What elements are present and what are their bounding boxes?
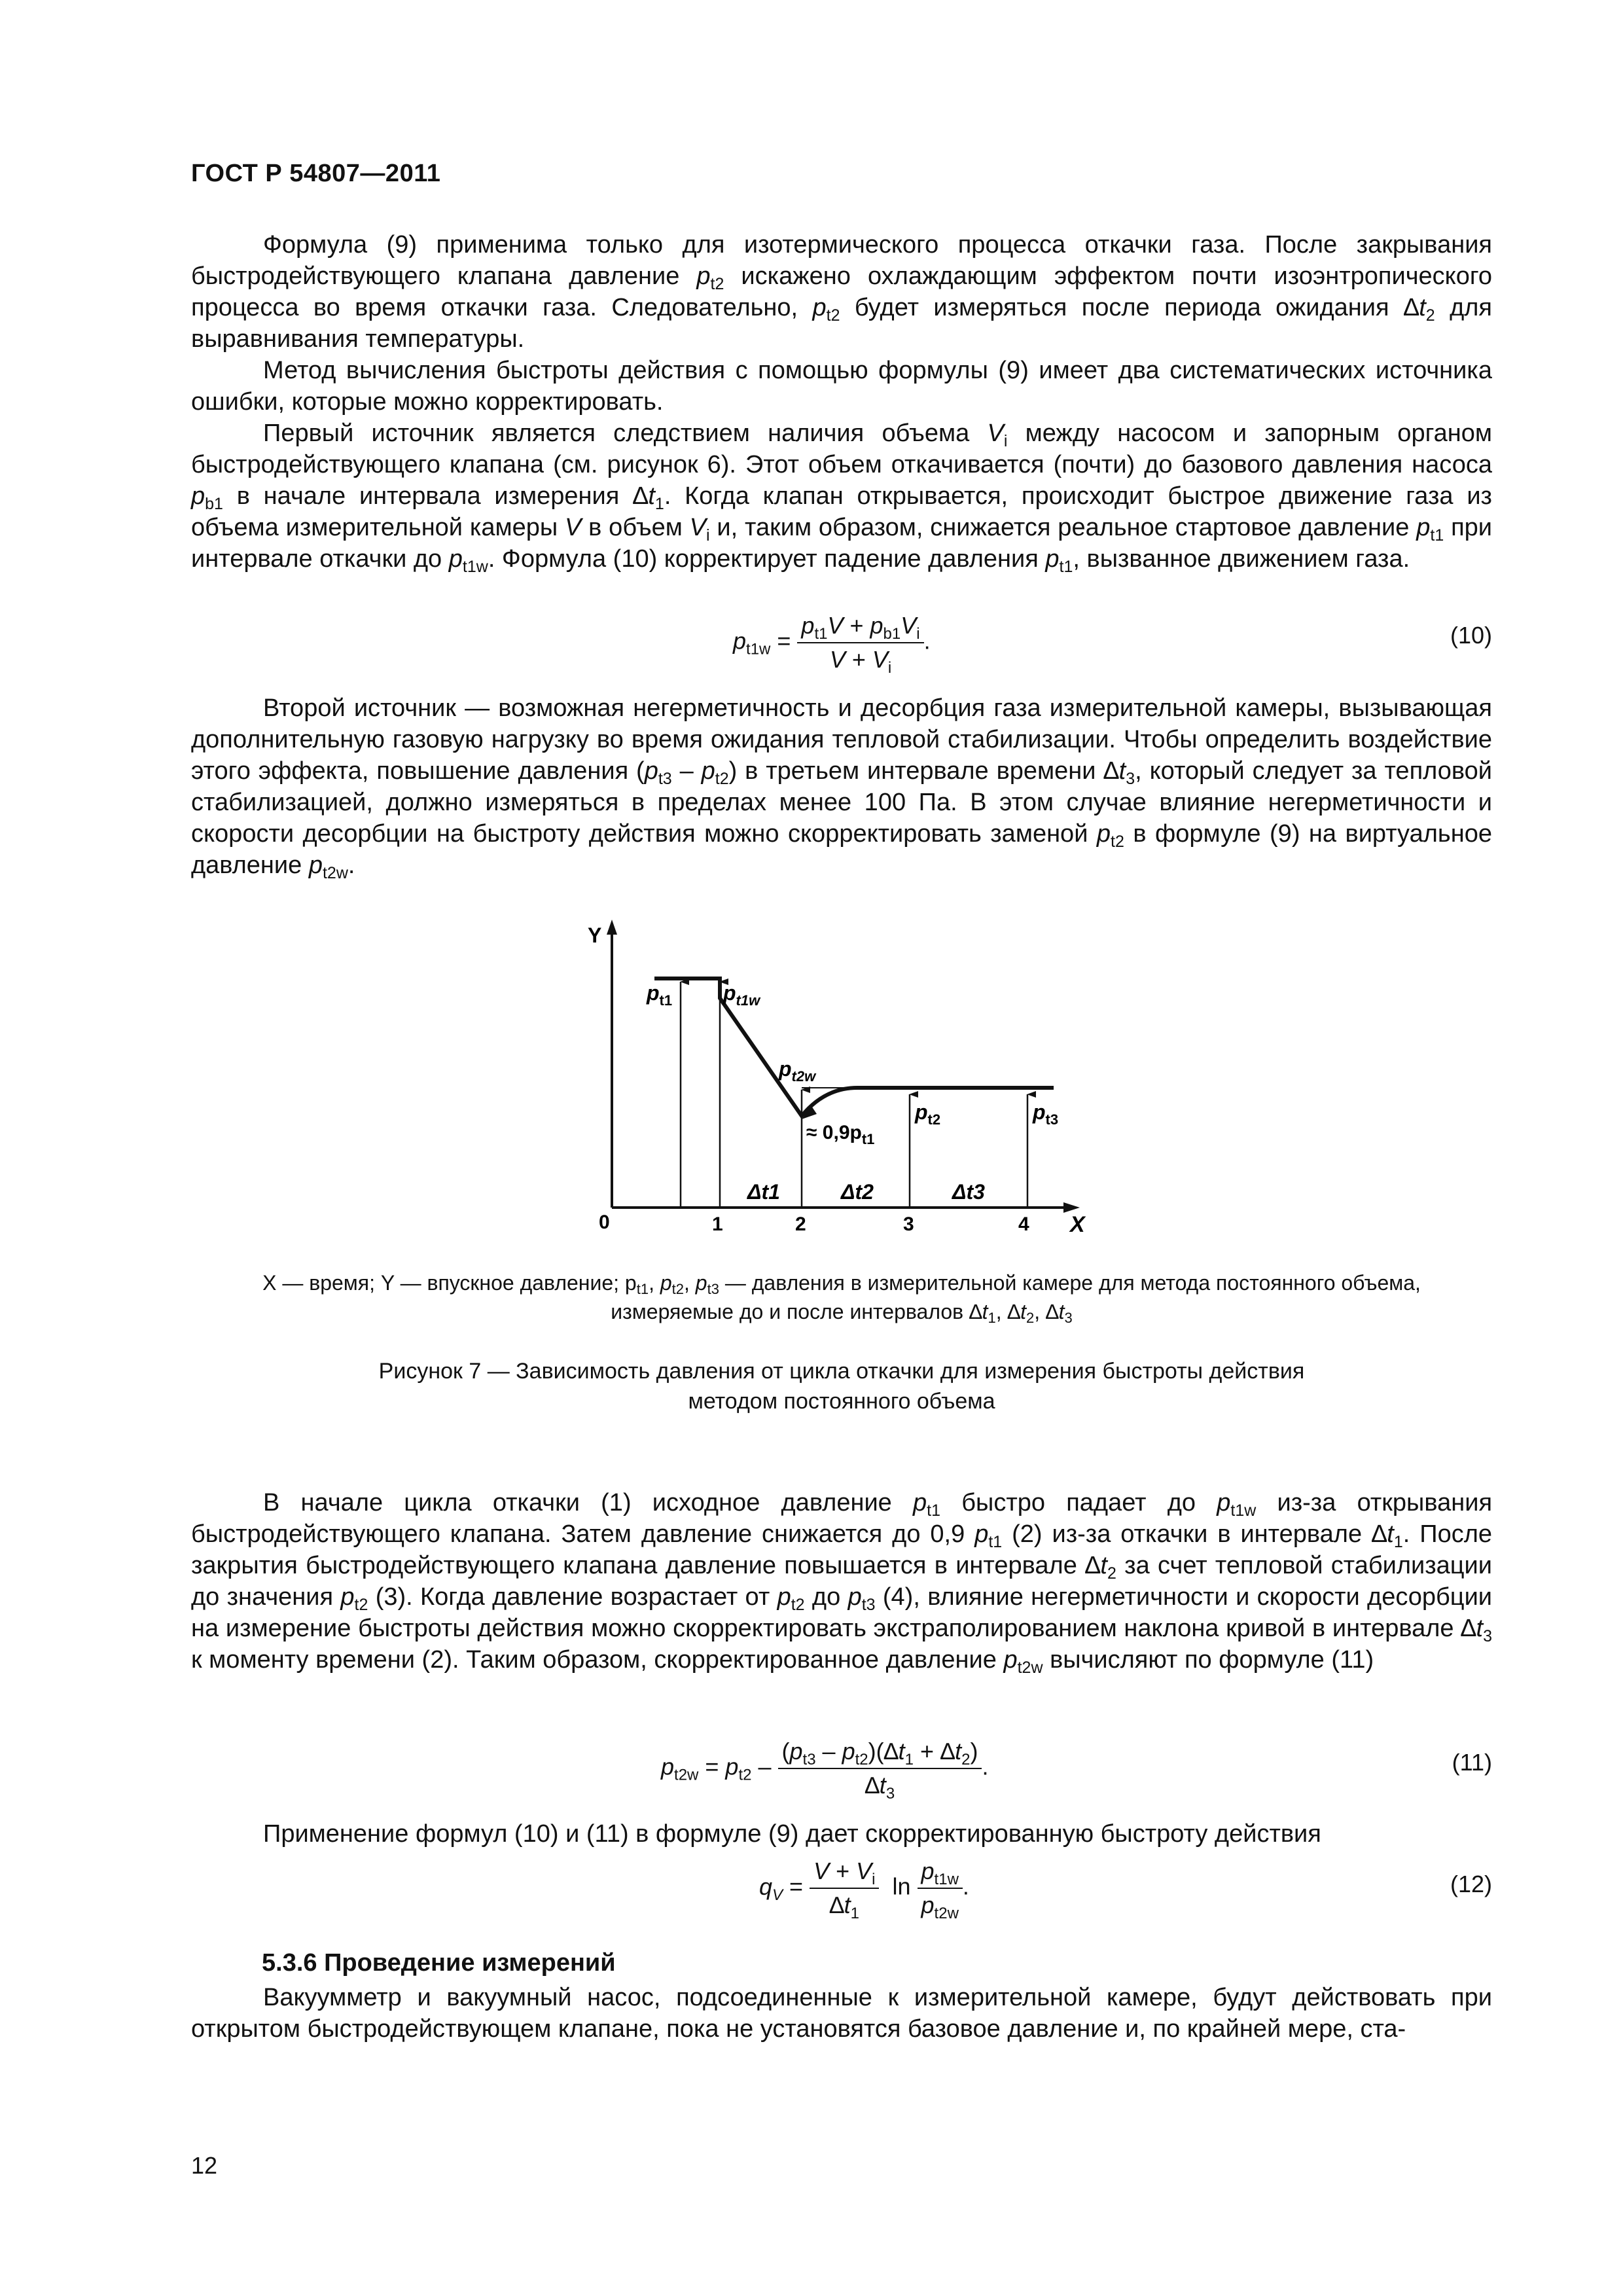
pressure-cycle-figure <box>576 916 1113 1244</box>
formula-10: $p_{t1w}$ = $\frac{p_{t1}V + p_{b1}V_i}{V + V_i}$ . <box>733 612 931 677</box>
y-axis-label: Y <box>588 924 602 947</box>
tick-label: 2 <box>795 1213 806 1235</box>
text-block: В начале цикла откачки (1) исходное давление $p_{t1}$ быстро падает до $p_{t1w}$ из-за открывания быстродействующего клапана. Затем давление снижается до 0,9 $p_{t1}$ (2) из-за откачки в интервале $\Delta t_1$. После закрытия быстродействующего клапана давление повышается в интервале $\Delta t_2$ за счет тепловой стабилизации до значения $p_{t2}$ (3). Когда давление возрастает от $p_{t2}$ до $p_{t3}$ (4), влияние негерметичности и скорости десорбции на измерение быстроты действия можно скорректировать экстраполированием наклона кривой в интервале $\Delta t_3$ к моменту времени (2). Таким образом, скорректированное давление $p_{t2w}$ вычисляют по формуле (11) <box>191 1489 1493 1677</box>
text-run: Формула (9) применима только для изотермического процесса откачки газа. После закрывания быстродействующего клапана давление <box>191 231 1492 290</box>
pressure-curve <box>654 978 1054 1116</box>
text-run: Первый источник является следствием наличия объема <box>263 420 970 447</box>
text-run: (3). Когда давление возрастает от <box>375 1583 770 1611</box>
legend-text: — давления в измерительной камере для метода постоянного объема, <box>719 1271 1421 1295</box>
fraction: $\frac{p_{t1}V + p_{b1}V_i}{V + V_i}$ <box>797 612 923 673</box>
label-pt1w: $p_{t1w}$ <box>723 981 760 1009</box>
fraction: $\frac{V + V_i}{\Delta t_1}$ <box>810 1857 879 1919</box>
text-run: к моменту времени (2). Таким образом, скорректированное давление <box>191 1646 997 1674</box>
text-run: В начале цикла откачки (1) исходное давление <box>263 1489 892 1516</box>
text-run: (2) из-за откачки в интервале <box>1012 1520 1363 1548</box>
text-run: . Формула (10) корректирует падение давления <box>488 545 1039 573</box>
figure-legend: X — время; Y — впускное давление; $p_{t1}$, $p_{t2}$, $p_{t3}$ — давления в измерительной камере для метода постоянного объема, измеряемые до и после интервалов $\Delta t_1$, $\Delta t_2$, $\Delta t_3$ <box>262 1271 1421 1326</box>
text-block: Применение формул (10) и (11) в формуле (9) дает скорректированную быстроту действия <box>263 1820 1321 1848</box>
text-run: для выравнивания температуры. <box>191 294 1492 353</box>
paragraph-2: Метод вычисления быстроты действия с помощью формулы (9) имеет два систематических источника ошибки, которые можно корректировать. <box>191 357 1492 416</box>
text-run: за счет тепловой стабилизации до значения <box>191 1552 1492 1611</box>
text-run: между насосом и запорным органом быстродействующего клапана (см. рисунок 6). Этот объем откачивается (почти) до базового давления насоса <box>191 420 1492 478</box>
label-approx: ≈ $0,9p_{t1}$ <box>806 1122 875 1147</box>
text-run: из-за открывания быстродействующего клапана. Затем давление снижается до 0,9 <box>191 1489 1493 1548</box>
x-axis-label: X <box>1070 1212 1085 1237</box>
paragraph-5 <box>191 1487 1492 1676</box>
caption-line: Рисунок 7 — Зависимость давления от цикла откачки для измерения быстроты действия <box>378 1359 1305 1384</box>
tick-label: 4 <box>1018 1213 1029 1235</box>
text-block: Формула (9) применима только для изотермического процесса откачки газа. После закрывания быстродействующего клапана давление $p_{t2}$ искажено охлаждающим эффектом почти изоэнтропического процесса во время откачки газа. Следовательно, $p_{t2}$ будет измеряться после периода ожидания $\Delta t_2$ для выравнивания температуры. <box>191 231 1492 353</box>
paragraph-4 <box>191 692 1492 881</box>
origin-label: 0 <box>599 1211 610 1233</box>
text-run: в начале интервала измерения <box>236 482 620 510</box>
legend-text: измеряемые до и после интервалов <box>611 1300 964 1323</box>
section-title: 5.3.6 Проведение измерений <box>262 1949 616 1977</box>
legend-text: X — время; Y — впускное давление; p <box>262 1271 637 1295</box>
label-pt3: $p_{t3}$ <box>1033 1100 1059 1128</box>
text-run: будет измеряться после периода ожидания <box>854 294 1389 321</box>
text-run: Второй источник — возможная негерметичность и десорбция газа измерительной камеры, вызывающая дополнительную газовую нагрузку во время ожидания тепловой стабилизации. Чтобы определить воздействие этого эффекта, повышение давления ( <box>191 694 1492 785</box>
y-axis-arrow <box>607 920 617 935</box>
text-run: (4), влияние негерметичности и скорости десорбции на измерение быстроты действия можно скорректировать экстраполированием наклона кривой в интервале <box>191 1583 1493 1642</box>
text-run: искажено охлаждающим эффектом почти изоэнтропического процесса во время откачки газа. Следовательно, <box>191 262 1492 321</box>
tick-label: 1 <box>712 1213 723 1235</box>
figure-caption <box>191 1356 1492 1416</box>
text-run: , который следует за тепловой стабилизацией, должно измеряться в пределах менее 100 Па. В этом случае влияние негерметичности и скорости десорбции на быстроту действия можно скорректировать заменой <box>191 757 1492 848</box>
fraction: $\frac{p_{t1w}}{p_{t2w}}$ <box>918 1857 963 1919</box>
tick-label: 3 <box>903 1213 914 1235</box>
text-run: . Когда клапан открывается, происходит быстрое движение газа из объема измерительной камеры <box>191 482 1492 541</box>
equation-number: (11) <box>1452 1749 1492 1776</box>
text-run: в формуле (9) на виртуальное давление <box>191 820 1492 879</box>
text-run: вычисляют по формуле (11) <box>1050 1646 1374 1674</box>
formula-12: $q_V$ = $\frac{V + V_i}{\Delta t_1}$ ln $\frac{p_{t1w}}{p_{t2w}}$ . <box>759 1857 969 1922</box>
paragraph-1 <box>191 229 1492 575</box>
x-axis-arrow <box>1063 1202 1080 1213</box>
text-run: быстро падает до <box>961 1489 1196 1516</box>
text-run: , вызванное движением газа. <box>1073 545 1410 573</box>
text-block: Второй источник — возможная негерметичность и десорбция газа измерительной камеры, вызывающая дополнительную газовую нагрузку во время ожидания тепловой стабилизации. Чтобы определить воздействие этого эффекта, повышение давления $(p_{t3} - p_{t2})$ в третьем интервале времени $\Delta t_3$, который следует за тепловой стабилизацией, должно измеряться в пределах менее 100 Па. В этом случае влияние негерметичности и скорости десорбции на быстроту действия можно скорректировать заменой $p_{t2}$ в формуле (9) на виртуальное давление $p_{t2w}$. <box>191 694 1492 882</box>
equation-number: (10) <box>1450 622 1492 649</box>
label-pt2: $p_{t2}$ <box>915 1100 941 1128</box>
text-run: при интервале откачки до <box>191 514 1492 573</box>
text-run: и, таким образом, снижается реальное стартовое давление <box>717 514 1410 541</box>
interval-label: Δt3 <box>952 1180 985 1204</box>
text-run: . После закрытия быстродействующего клапана давление повышается в интервале <box>191 1520 1493 1579</box>
equation-number: (12) <box>1450 1871 1492 1897</box>
paragraph-6 <box>191 1818 1492 1850</box>
interval-label: Δt1 <box>747 1180 780 1204</box>
text-run: в объем <box>588 514 683 541</box>
paragraph-3: Первый источник является следствием наличия объема $V_i$ между насосом и запорным органом быстродействующего клапана (см. рисунок 6). Этот объем откачивается (почти) до базового давления насоса $p_{b1}$ в начале интервала измерения $\Delta t_1$. Когда клапан открывается, происходит быстрое движение газа из объема измерительной камеры V в объем $V_i$ и, таким образом, снижается реальное стартовое давление $p_{t1}$ при интервале откачки до $p_{t1w}$. Формула (10) корректирует падение давления $p_{t1}$, вызванное движением газа. <box>191 420 1492 576</box>
text-run: до <box>812 1583 841 1611</box>
interval-label: Δt2 <box>841 1180 874 1204</box>
page-number: 12 <box>191 2152 218 2179</box>
paragraph-7 <box>191 1982 1492 2045</box>
label-pt2w: $p_{t2w}$ <box>779 1057 816 1085</box>
caption-line: методом постоянного объема <box>688 1389 995 1414</box>
text-run: ) в третьем интервале времени <box>728 757 1096 785</box>
document-header: ГОСТ Р 54807—2011 <box>191 160 441 187</box>
fraction: $\frac{(p_{t3} - p_{t2})(\Delta t_1 + \Delta t_2)}{\Delta t_3}$ <box>778 1738 982 1799</box>
text-block: Вакуумметр и вакуумный насос, подсоединенные к измерительной камере, будут действовать при открытом быстродействующем клапане, пока не установятся базовое давление и, по крайней мере, ста- <box>191 1984 1492 2043</box>
formula-11: $p_{t2w} = p_{t2}$ – $\frac{(p_{t3} - p_{t2})(\Delta t_1 + \Delta t_2)}{\Delta t_3}$ . <box>661 1738 989 1803</box>
label-pt1: $p_{t1}$ <box>647 981 673 1009</box>
